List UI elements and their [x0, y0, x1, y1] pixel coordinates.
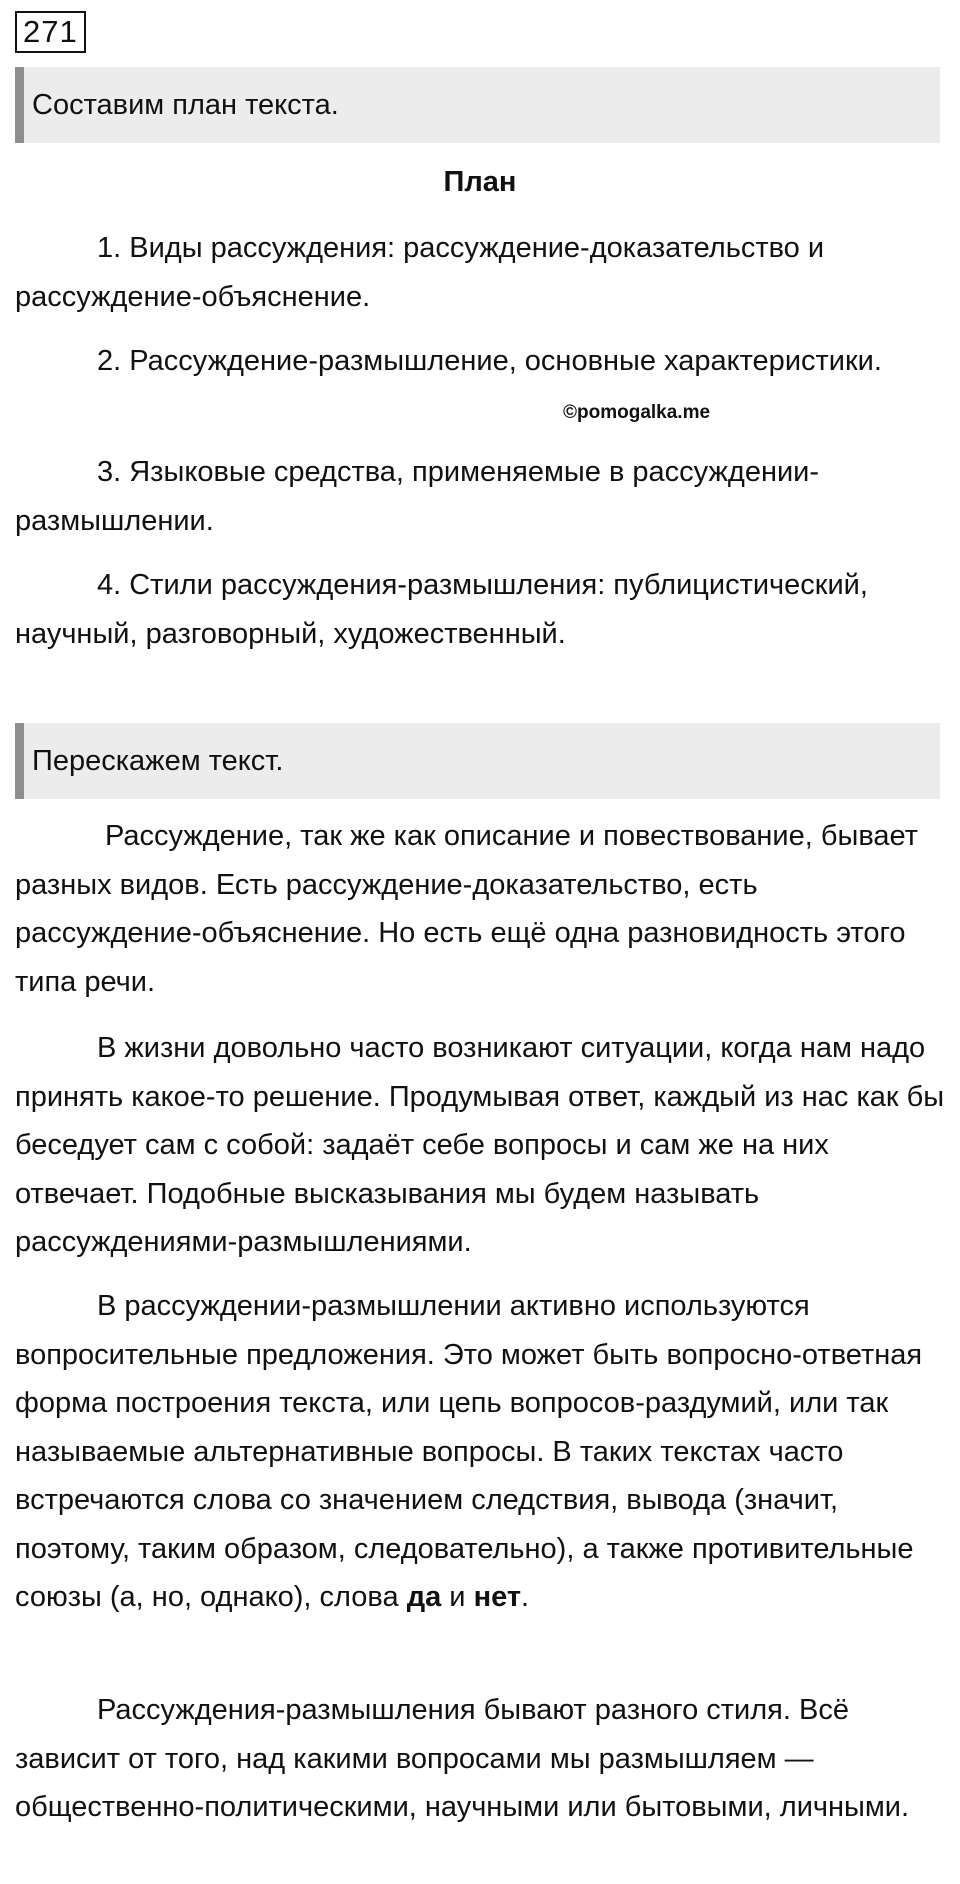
- retelling-paragraph-2: В жизни довольно часто возникают ситуации, когда нам надо принять какое-то решение. Продумывая ответ, каждый из нас как бы беседует сам с собой: задаёт себе вопросы и сам же на них отвечает. Подобные высказывания мы будем называть рассуждениями-размышлениями.: [15, 1032, 945, 1258]
- retelling-paragraph-1: Рассуждение, так же как описание и повествование, бывает разных видов. Есть рассуждение-доказательство, есть рассуждение-объяснение. Но есть ещё одна разновидность этого типа речи.: [15, 820, 918, 998]
- retelling-paragraph-3: [15, 1282, 945, 1622]
- retelling-paragraph-4: Рассуждения-размышления бывают разного стиля. Всё зависит от того, над какими вопросами мы размышляем — общественно-политическими, научными или бытовыми, личными.: [15, 1694, 910, 1823]
- bold-word-da: да: [406, 1581, 442, 1613]
- plan-title: План: [443, 166, 517, 198]
- word-and: и: [449, 1581, 466, 1613]
- section-header-plan: [15, 67, 940, 143]
- bold-word-net: нет: [473, 1581, 522, 1613]
- plan-item-4: 4. Стили рассуждения-размышления: публицистический, научный, разговорный, художественный.: [15, 569, 868, 650]
- section-header-plan-text: Составим план текста.: [32, 89, 339, 121]
- watermark: ©pomogalka.me: [563, 402, 711, 423]
- plan-item-1: 1. Виды рассуждения: рассуждение-доказательство и рассуждение-объяснение.: [15, 232, 825, 313]
- section-header-retelling: [15, 723, 940, 799]
- plan-item-3: 3. Языковые средства, применяемые в рассуждении-размышлении.: [15, 456, 820, 537]
- retelling-paragraph-3-text: В рассуждении-размышлении активно используются вопросительные предложения. Это может быть вопросно-ответная форма построения текста, или цепь вопросов-раздумий, или так называемые альтернативные вопросы. В таких текстах часто встречаются слова со значением следствия, вывода (значит, поэтому, таким образом, следовательно), а также противительные союзы (а, но, однако), слова: [15, 1290, 923, 1613]
- paragraph-3-end: .: [521, 1581, 530, 1613]
- task-number-box: 271: [15, 11, 86, 53]
- plan-item-2: 2. Рассуждение-размышление, основные характеристики.: [97, 345, 882, 377]
- section-header-retelling-text: Перескажем текст.: [32, 745, 284, 777]
